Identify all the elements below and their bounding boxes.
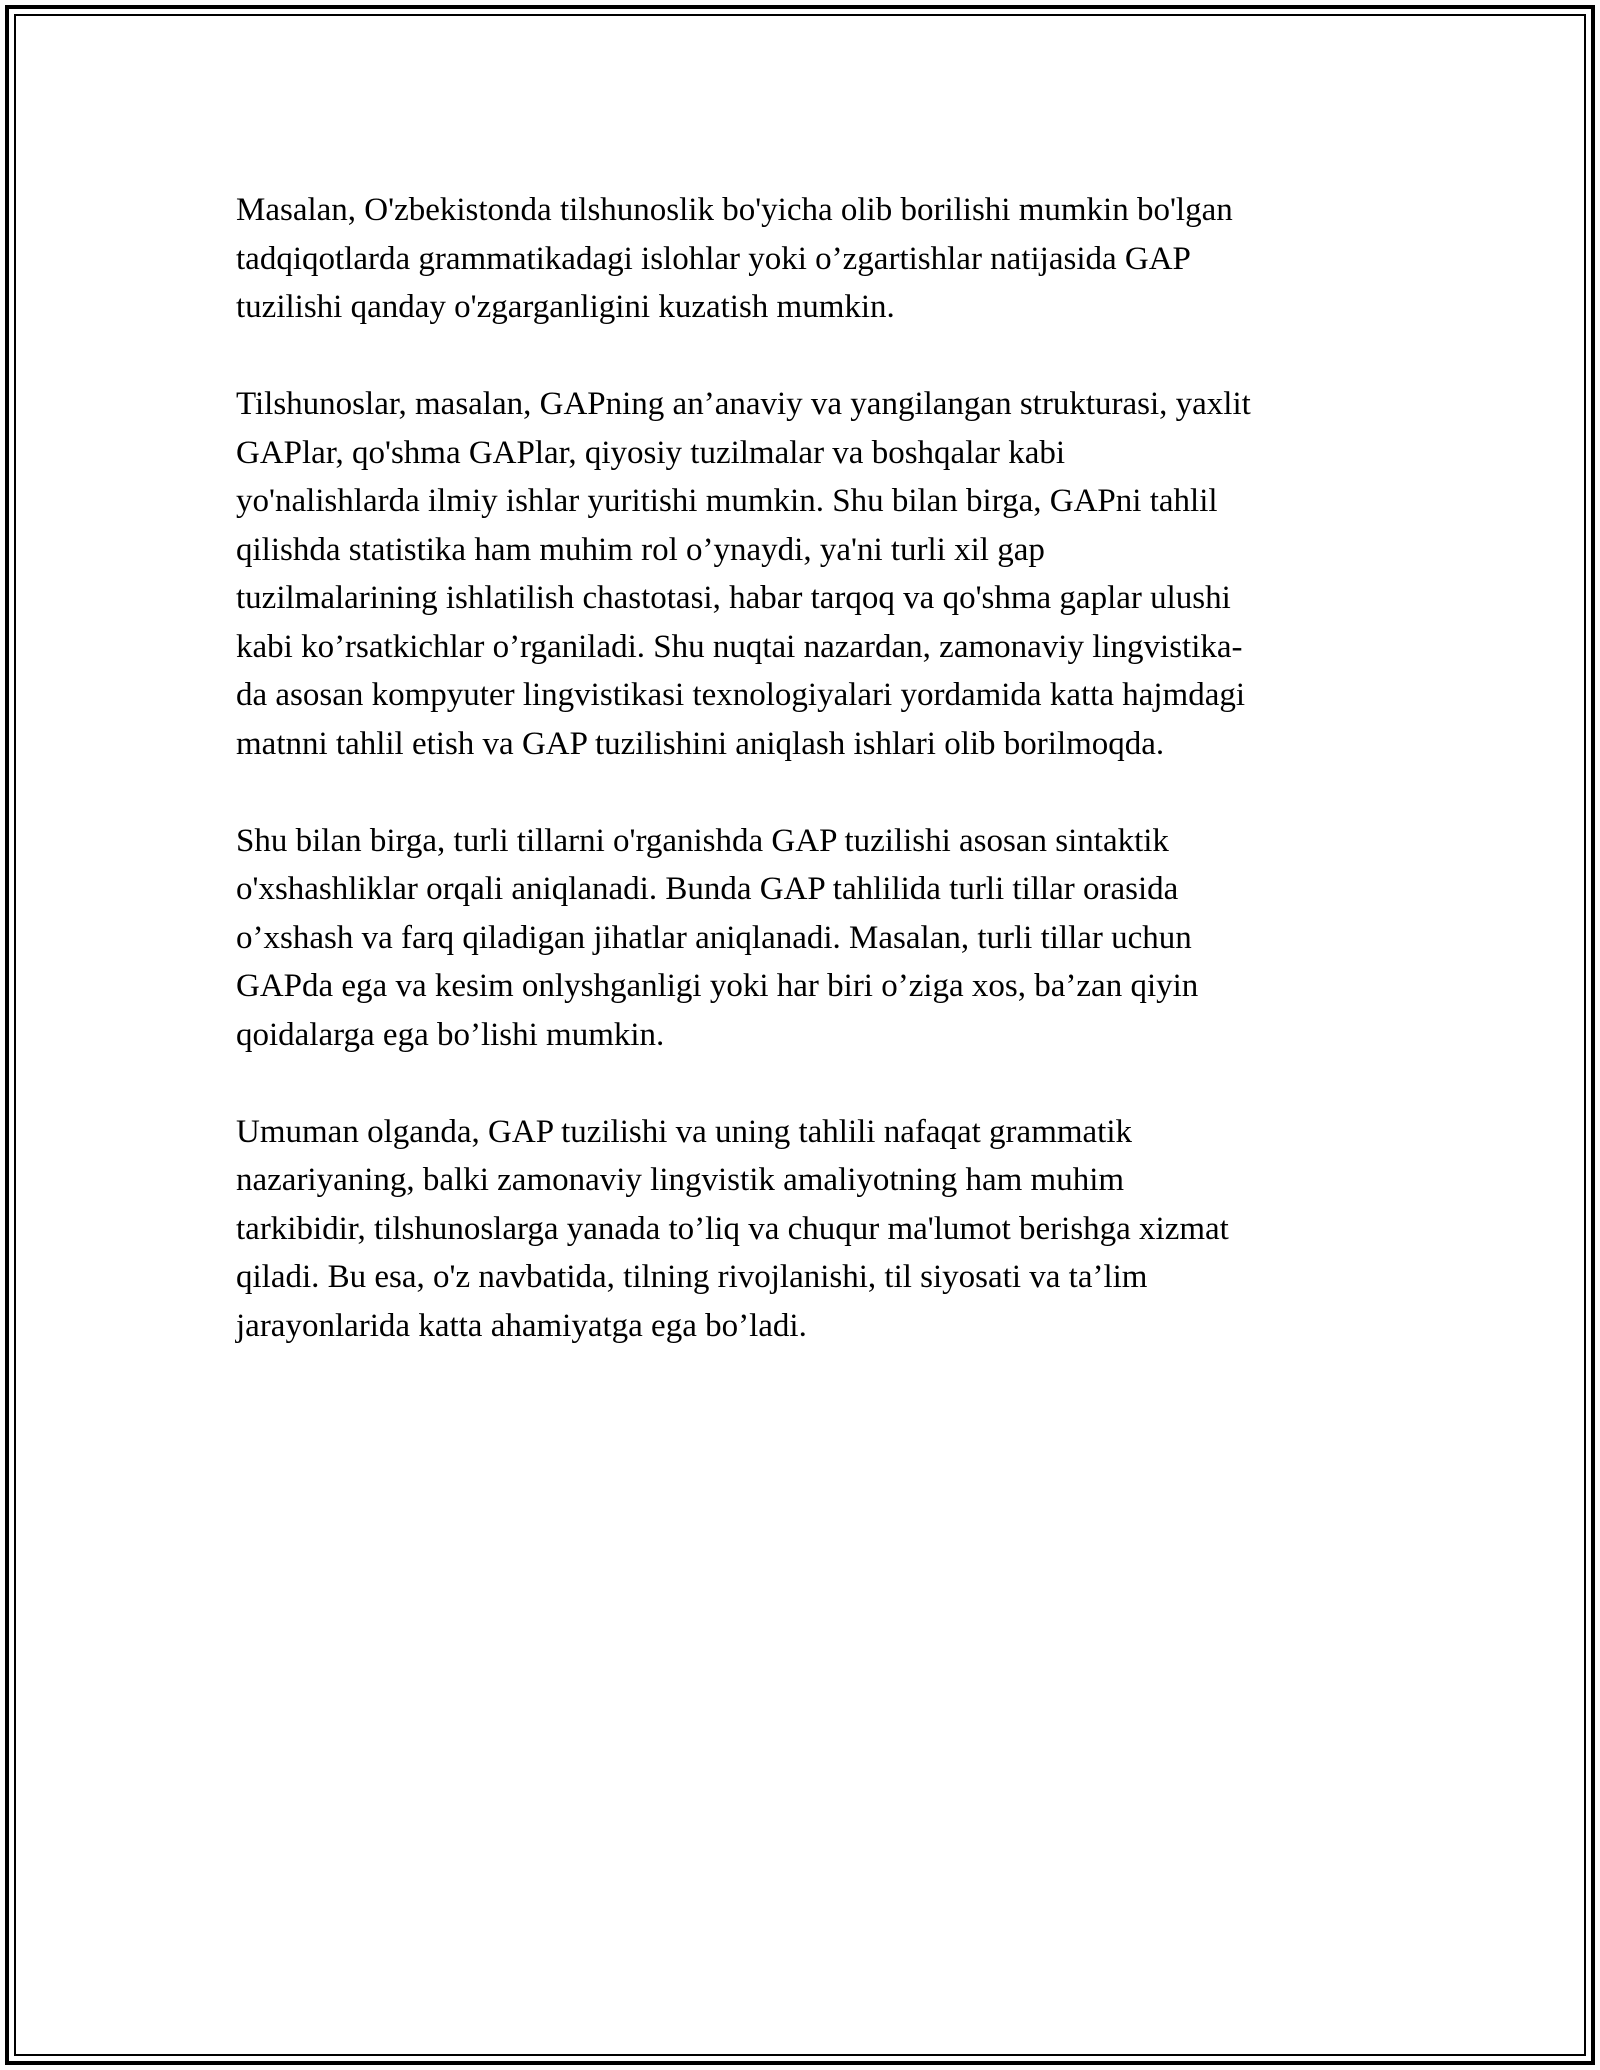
text-line: tuzilmalarining ishlatilish chastotasi, habar tarqoq va qo'shma gaplar ulushi — [236, 580, 1231, 616]
paragraph-2 — [236, 380, 1396, 768]
text-line: GAPlar, qo'shma GAPlar, qiyosiy tuzilmalar va boshqalar kabi — [236, 434, 1066, 471]
paragraph-4 — [236, 1108, 1396, 1351]
document-body — [236, 186, 1396, 1399]
text-line: yo'nalishlarda ilmiy ishlar yuritishi mumkin. Shu bilan birga, GAPni tahlil — [236, 483, 1218, 519]
text-line: qoidalarga ega bo’lishi mumkin. — [236, 1016, 665, 1053]
text-line: kabi ko’rsatkichlar o’rganiladi. Shu nuqtai nazardan, zamonaviy lingvistika- — [236, 628, 1243, 665]
text-line: da asosan kompyuter lingvistikasi texnologiyalari yordamida katta hajmdagi — [236, 677, 1246, 713]
text-line: Shu bilan birga, turli tillarni o'rganishda GAP tuzilishi asosan sintaktik — [236, 822, 1169, 859]
text-line: qilishda statistika ham muhim rol o’ynaydi, ya'ni turli xil gap — [236, 531, 1045, 568]
text-line: qiladi. Bu esa, o'z navbatida, tilning rivojlanishi, til siyosati va ta’lim — [236, 1259, 1148, 1295]
text-line: tarkibidir, tilshunoslarga yanada to’liq va chuqur ma'lumot berishga xizmat — [236, 1210, 1229, 1247]
text-line: nazariyaning, balki zamonaviy lingvistik amaliyotning ham muhim — [236, 1162, 1125, 1198]
text-line: o'xshashliklar orqali aniqlanadi. Bunda GAP tahlilida turli tillar orasida — [236, 871, 1179, 907]
text-line: matnni tahlil etish va GAP tuzilishini aniqlash ishlari olib borilmoqda. — [236, 725, 1165, 762]
text-line: Tilshunoslar, masalan, GAPning an’anaviy va yangilangan strukturasi, yaxlit — [236, 386, 1251, 422]
text-line: jarayonlarida katta ahamiyatga ega bo’ladi. — [236, 1307, 807, 1344]
paragraph-3 — [236, 817, 1396, 1060]
text-line: tadqiqotlarda grammatikadagi islohlar yoki o’zgartishlar natijasida GAP — [236, 240, 1191, 277]
paragraph-1 — [236, 186, 1396, 332]
text-line: Umuman olganda, GAP tuzilishi va uning tahlili nafaqat grammatik — [236, 1113, 1133, 1150]
text-line: GAPda ega va kesim onlyshganligi yoki har biri o’ziga xos, ba’zan qiyin — [236, 968, 1199, 1004]
text-line: o’xshash va farq qiladigan jihatlar aniqlanadi. Masalan, turli tillar uchun — [236, 919, 1192, 956]
text-line: tuzilishi qanday o'zgarganligini kuzatish mumkin. — [236, 289, 895, 325]
text-line: Masalan, O'zbekistonda tilshunoslik bo'yicha olib borilishi mumkin bo'lgan — [236, 192, 1233, 228]
